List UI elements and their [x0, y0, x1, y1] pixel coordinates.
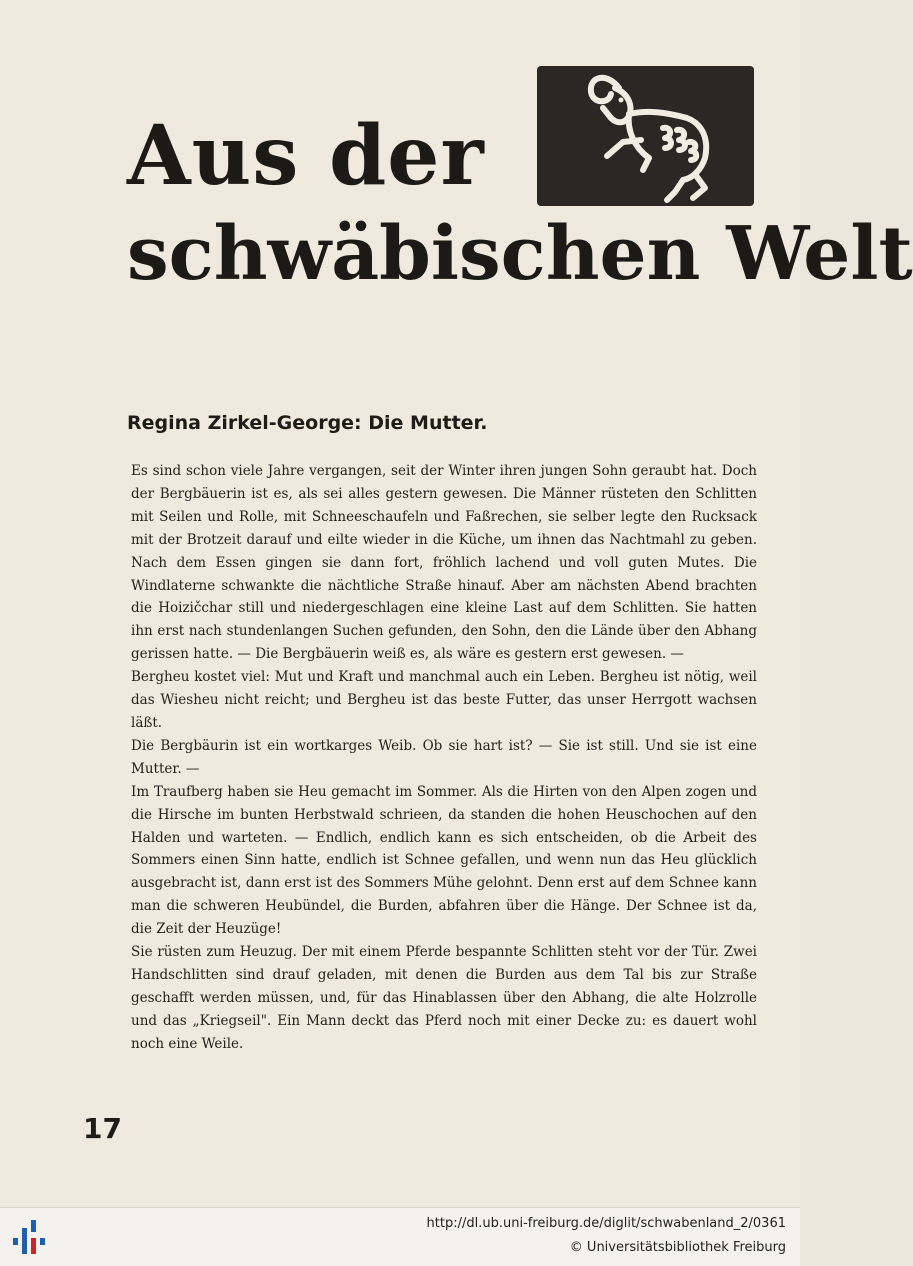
heading-line-1: Aus der [127, 108, 485, 204]
heading-line-2: schwäbischen Welt [127, 211, 913, 297]
paragraph: Sie rüsten zum Heuzug. Der mit einem Pferde bespannte Schlitten steht vor der Tür. Zwei Handschlitten sind drauf geladen, mit denen die Burden aus dem Tal bis zur Straße geschafft werden müssen, und, für das Hinablassen über den Abhang, die alte Holzrolle und das „Kriegseil". Ein Mann deckt das Pferd noch mit einer Decke zu: es dauert wohl noch eine Weile. [131, 944, 757, 1052]
paragraph: Bergheu kostet viel: Mut und Kraft und manchmal auch ein Leben. Bergheu ist nötig, weil das Wiesheu nicht reicht; und Bergheu ist das beste Futter, das unser Herrgott wachsen läßt. [131, 669, 757, 731]
paragraph: Die Bergbäurin ist ein wortkarges Weib. Ob sie hart ist? — Sie ist still. Und sie ist eine Mutter. — [131, 737, 757, 777]
paragraph: Es sind schon viele Jahre vergangen, seit der Winter ihren jungen Sohn geraubt hat. Doch der Bergbäuerin ist es, als sei alles gestern gewesen. Die Männer rüsteten den Schlitten mit Seilen und Rolle, mit Schneeschaufeln und Faßrechen, sie selber legte den Rucksack mit der Brotzeit darauf und eilte wieder in die Küche, um ihnen das Nachtmahl zu geben. Nach dem Essen gingen sie dann fort, fröhlich lachend und voll guten Mutes. Die Windlaterne schwankte die nächtliche Straße hinauf. Aber am nächsten Abend brachten die Hoizičchar still und niedergeschlagen eine kleine Last auf dem Schlitten. Sie hatten ihn erst nach stundenlangen Suchen gefunden, den Sohn, den die Lände über den Abhang gerissen hatte. — Die Bergbäuerin weiß es, als wäre es gestern erst gewesen. — [131, 463, 757, 663]
source-url-link[interactable]: http://dl.ub.uni-freiburg.de/diglit/schwabenland_2/0361 [426, 1216, 786, 1231]
viewer-footer [0, 1207, 800, 1266]
ub-freiburg-logo-icon [10, 1216, 50, 1262]
paragraph: Im Traufberg haben sie Heu gemacht im Sommer. Als die Hirten von den Alpen zogen und die Hirsche im bunten Herbstwald schrieen, da standen die hohen Heuschochen auf den Halden und warteten. — Endlich, endlich kann es sich entscheiden, ob die Arbeit des Sommers einen Sinn hatte, endlich ist Schnee gefallen, und wenn nun das Heu glücklich ausgebracht ist, dann erst ist des Sommers Mühe gelohnt. Denn erst auf dem Schnee kann man die schweren Heubündel, die Burden, abfahren über die Hänge. Der Schnee ist da, die Zeit der Heuzüge! [131, 783, 757, 938]
article-body [131, 460, 757, 1056]
ram-icon [537, 66, 754, 206]
article-author-title: Regina Zirkel-George: Die Mutter. [127, 412, 488, 434]
ram-emblem [537, 66, 754, 206]
copyright-notice: © Universitätsbibliothek Freiburg [569, 1240, 786, 1255]
page-number: 17 [83, 1112, 122, 1145]
